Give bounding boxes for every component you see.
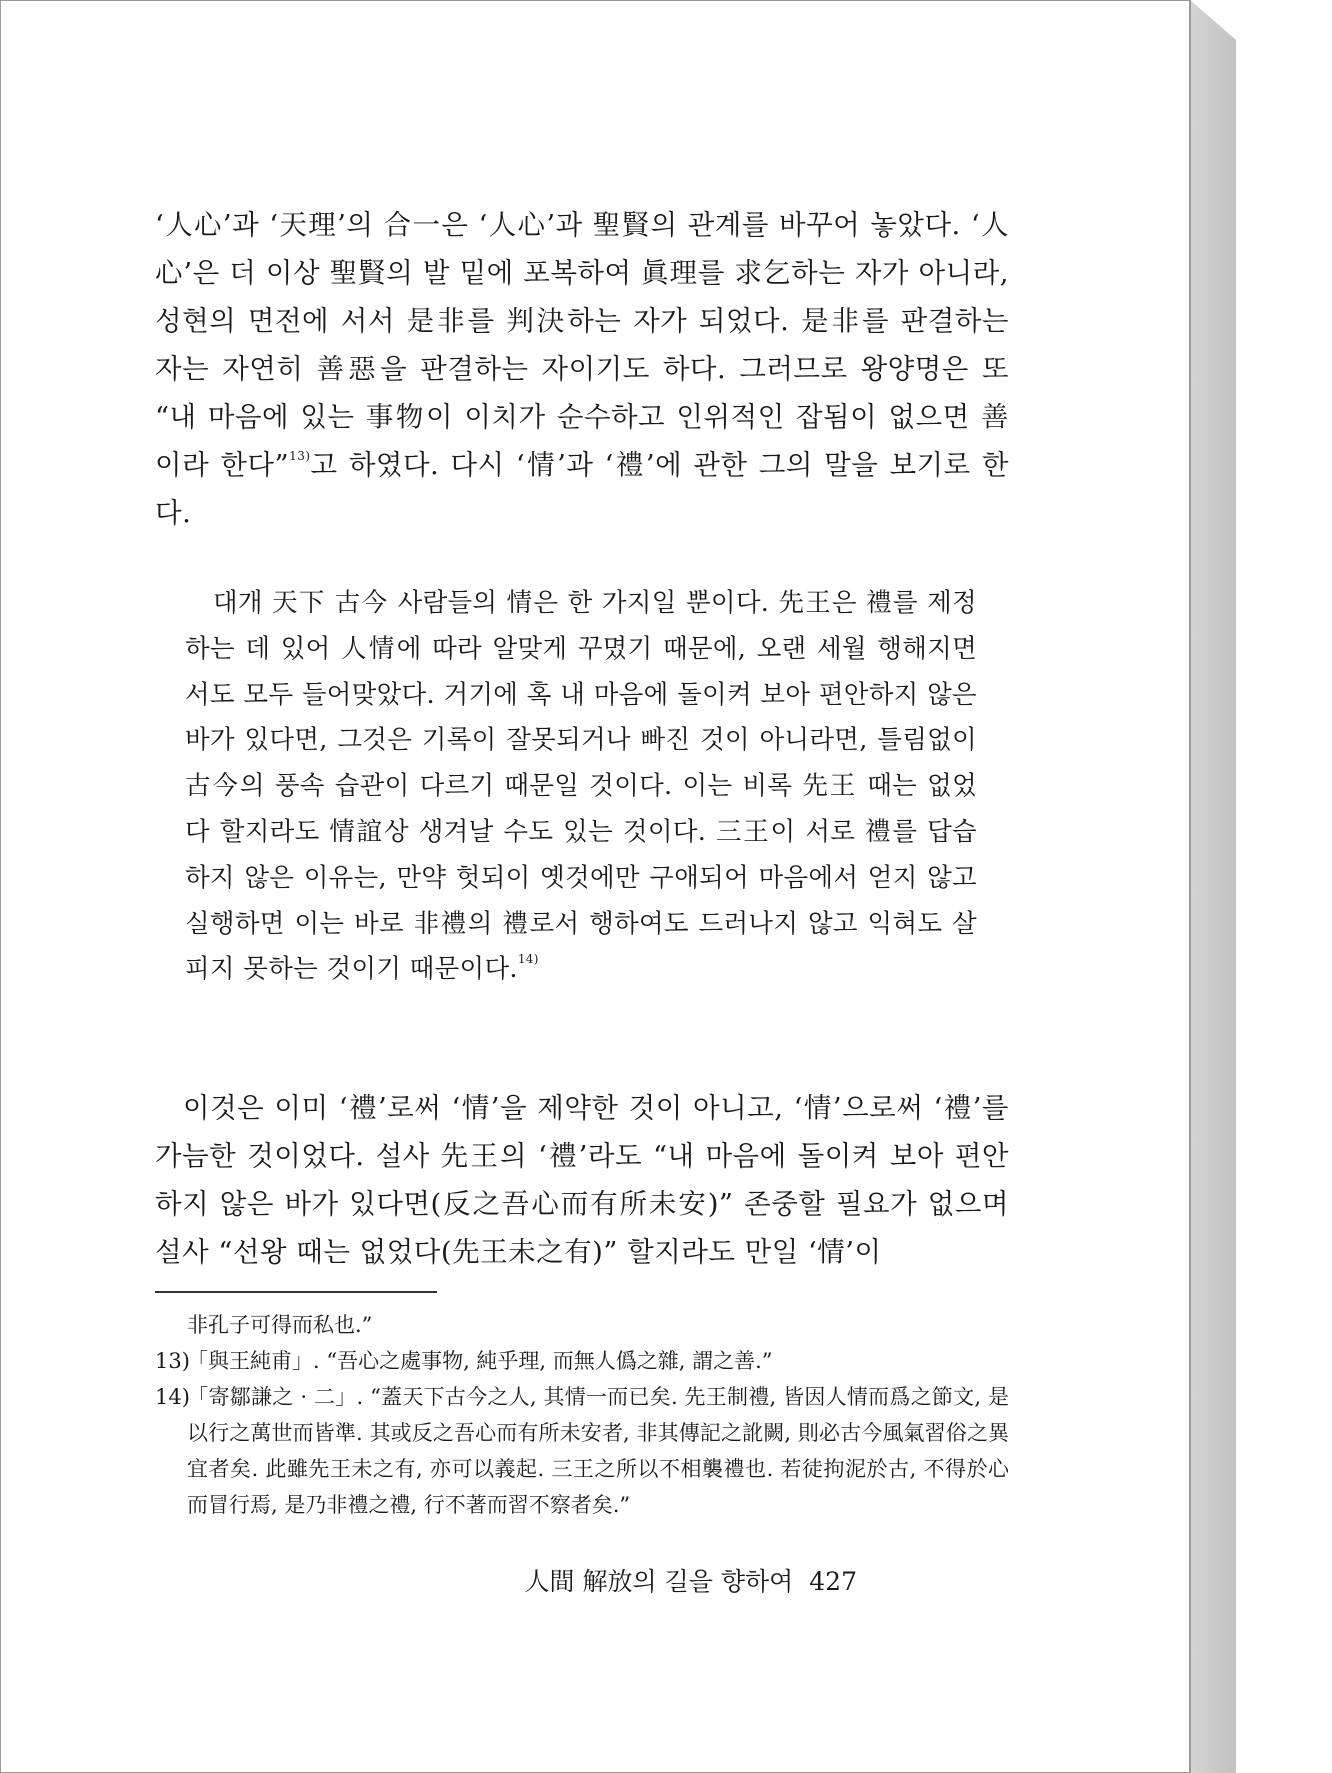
body-paragraph-2: 이것은 이미 ‘禮’로써 ‘情’을 제약한 것이 아니고, ‘情’으로써 ‘禮’를 가늠한 것이었다. 설사 先王의 ‘禮’라도 “내 마음에 돌이켜 보아 편안하지 않은 바가 있다면(反之吾心而有所未安)” 존중할 필요가 없으며 설사 “선왕 때는 없었다(先王未之有)” 할지라도 만일 ‘情’이 (155, 1092, 1009, 1268)
block-quote (185, 581, 977, 993)
footnotes (155, 1307, 1009, 1523)
footnote-continuation: 非孔子可得而私也.” (187, 1313, 373, 1337)
footnote-14-text: 「寄鄒謙之 · 二」. “蓋天下古今之人, 其情一而已矣. 先王制禮, 皆因人情而爲之節文, 是以行之萬世而皆準. 其或反之吾心而有所未安者, 非其傳記之訛闕, 則必古今風氣習俗之異宜者矣. 此雖先王未之有, 亦可以義起. 三王之所以不相襲禮也. 若徒拘泥於古, 不得於心而冒行焉, 是乃非禮之禮, 行不著而習不察者矣.” (187, 1385, 1009, 1517)
footnote-divider (155, 1291, 437, 1293)
paragraph-1-text: ‘人心’과 ‘天理’의 合一은 ‘人心’과 聖賢의 관계를 바꾸어 놓았다. ‘人心’은 더 이상 聖賢의 발 밑에 포복하여 眞理를 求乞하는 자가 아니라, 성현의 면전에 서서 是非를 判決하는 자가 되었다. 是非를 판결하는 자는 자연히 善惡을 판결하는 자이기도 하다. 그러므로 왕양명은 또 “내 마음에 있는 事物이 이치가 순수하고 인위적인 잡됨이 없으면 善이라 한다” (155, 209, 1009, 481)
paragraph-1-end: 고 하였다. 다시 ‘情’과 ‘禮’에 관한 그의 말을 보기로 한다. (155, 449, 1009, 529)
footnote-14 (155, 1379, 1009, 1523)
running-title: 人間 解放의 길을 향하여 (524, 1567, 794, 1596)
page-number: 427 (809, 1567, 857, 1596)
running-footer (525, 1564, 857, 1600)
body-paragraph-1 (155, 201, 1009, 537)
footnote-14-number: 14) (155, 1385, 190, 1409)
page-stack-edge (1190, 0, 1236, 1773)
footnote-13-number: 13) (155, 1349, 190, 1373)
footnote-ref-14: 14) (517, 952, 539, 967)
footnote-13 (155, 1343, 1009, 1379)
page-edge-line (1190, 0, 1191, 1773)
footnote-13-text: 「與王純甫」. “吾心之處事物, 純乎理, 而無人僞之雜, 謂之善.” (187, 1349, 773, 1373)
quote-text: 대개 天下 古今 사람들의 情은 한 가지일 뿐이다. 先王은 禮를 제정하는 데 있어 人情에 따라 알맞게 꾸몄기 때문에, 오랜 세월 행해지면서도 모두 들어맞았다. 거기에 혹 내 마음에 돌이켜 보아 편안하지 않은 바가 있다면, 그것은 기록이 잘못되거나 빠진 것이 아니라면, 틀림없이 古今의 풍속 습관이 다르기 때문일 것이다. 이는 비록 先王 때는 없었다 할지라도 情誼상 생겨날 수도 있는 것이다. 三王이 서로 禮를 답습하지 않은 이유는, 만약 헛되이 옛것에만 구애되어 마음에서 얻지 않고 실행하면 이는 바로 非禮의 禮로서 행하여도 드러나지 않고 익혀도 살피지 못하는 것이기 때문이다. (185, 588, 977, 985)
footnote-ref-13: 13) (289, 449, 311, 463)
